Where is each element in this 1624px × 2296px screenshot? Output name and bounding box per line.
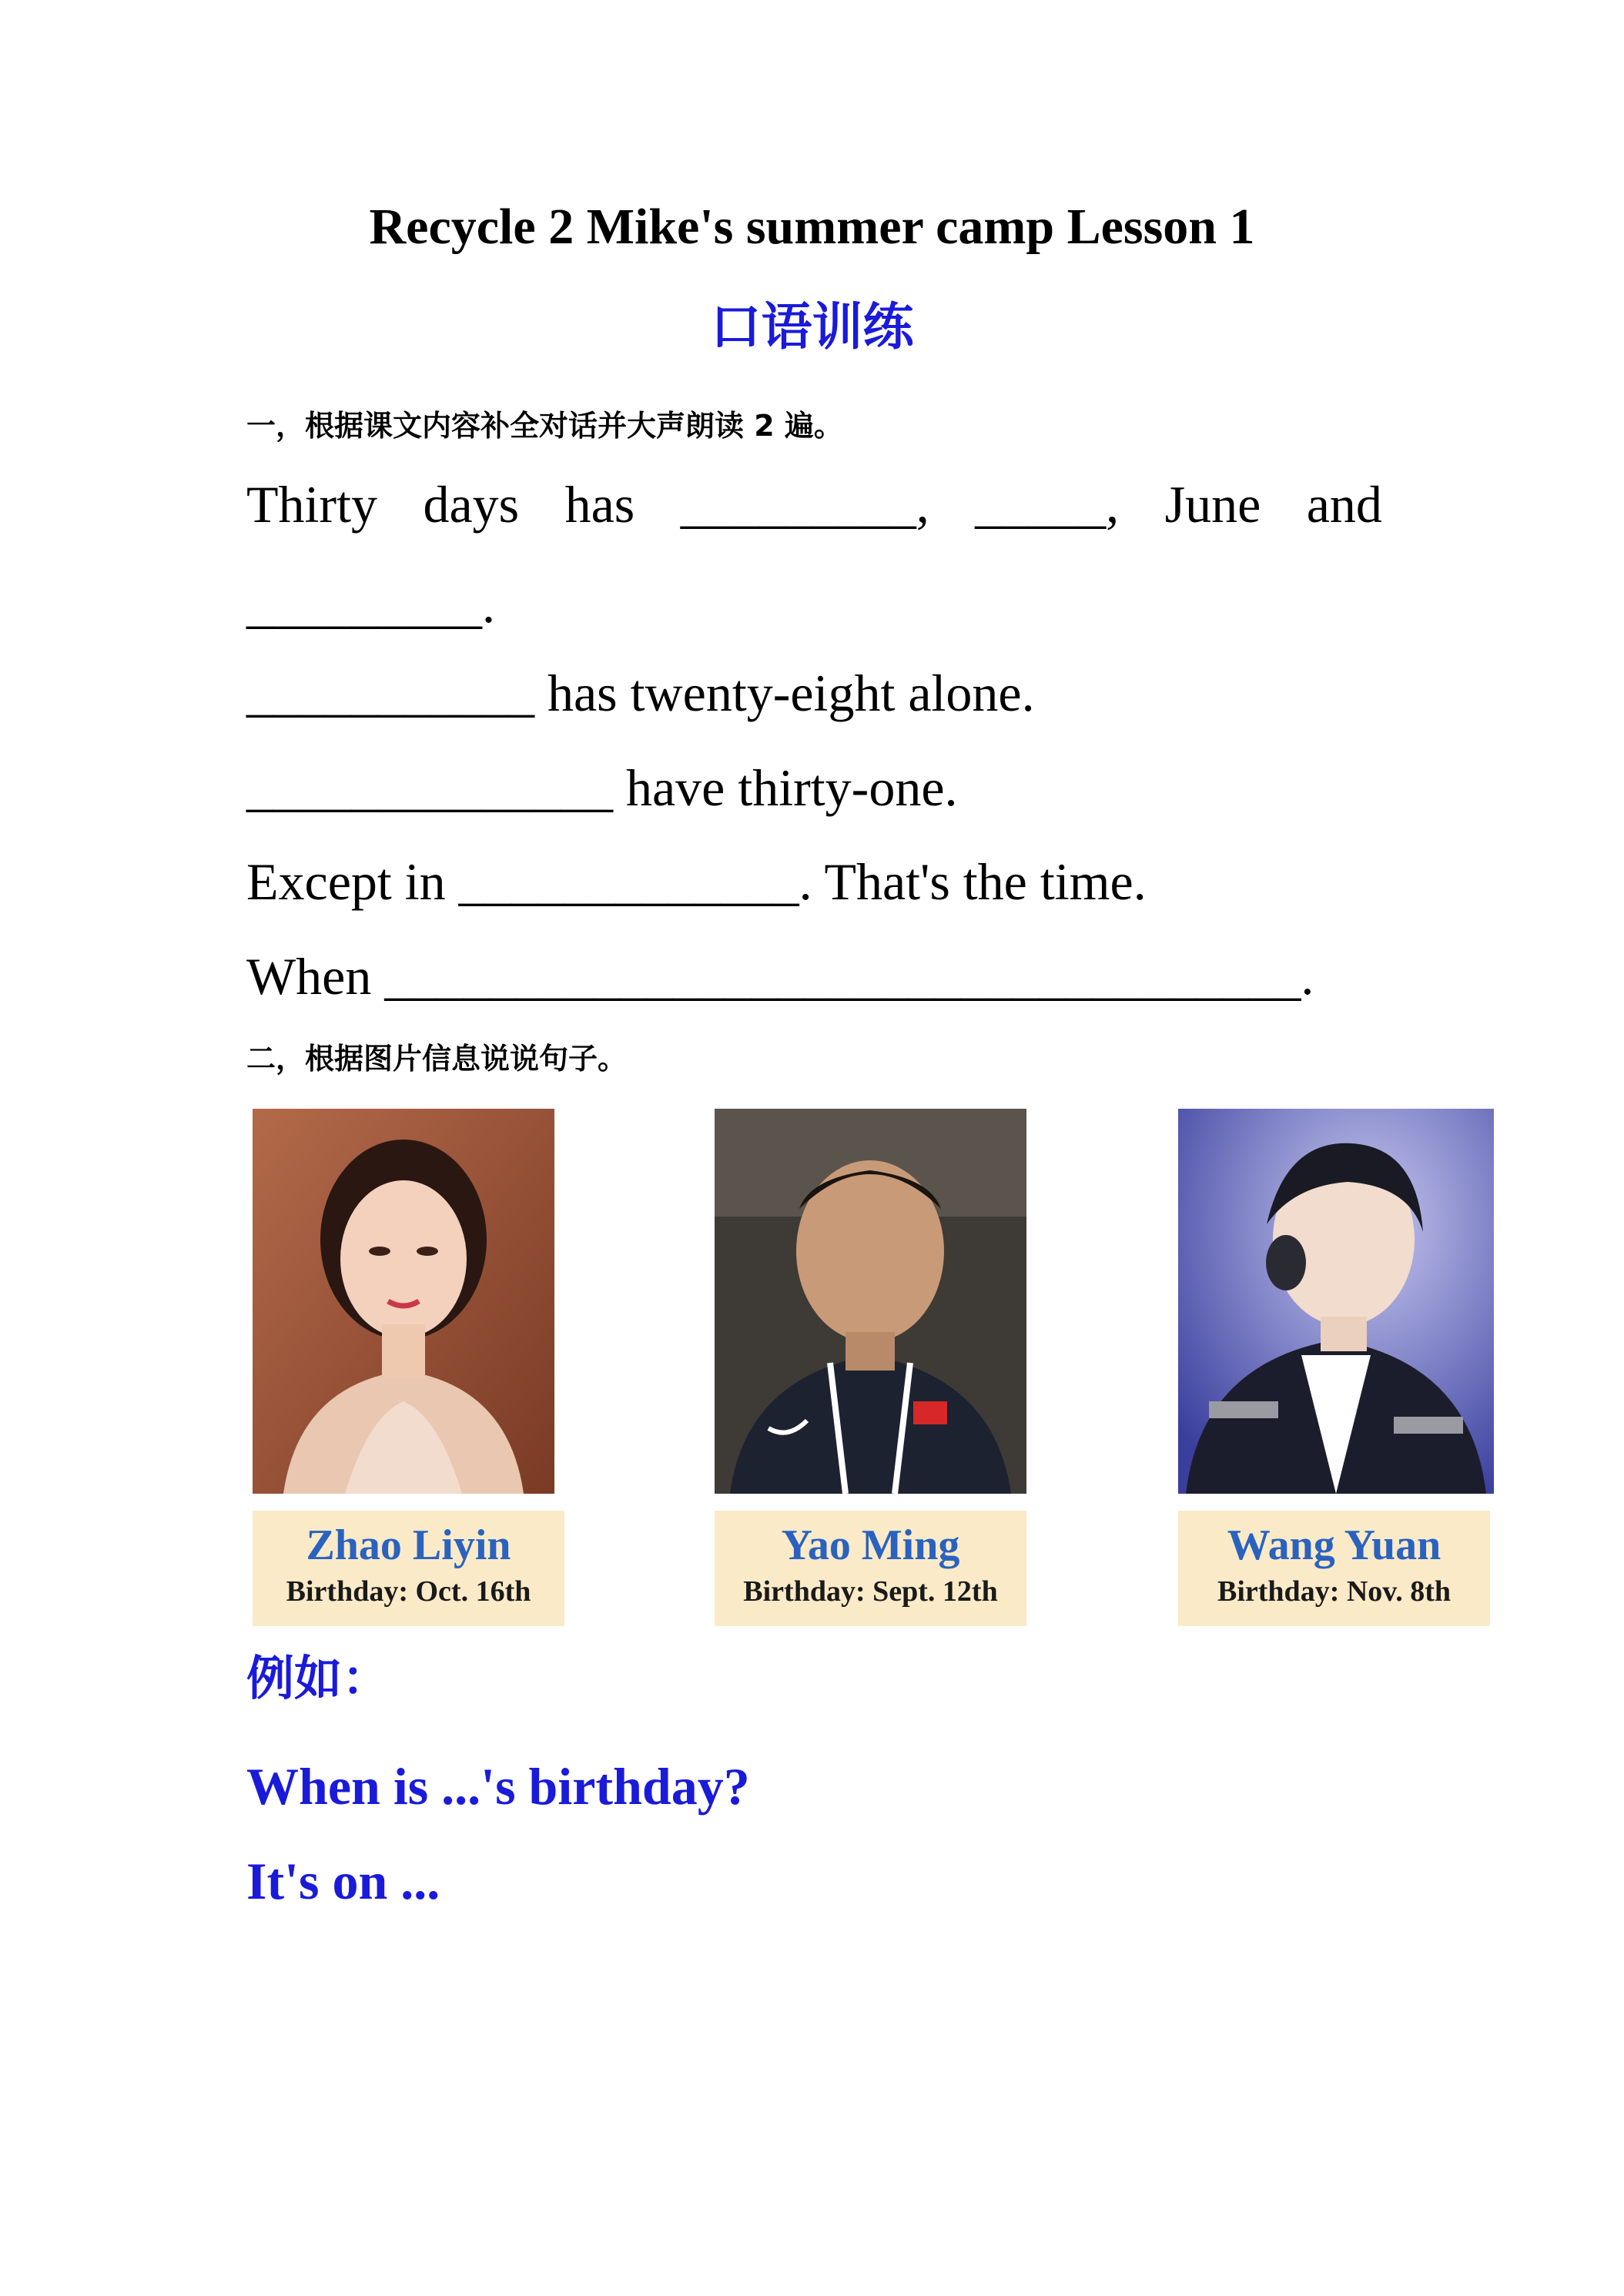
- exercise-line-1-continued: _________.: [246, 575, 495, 634]
- person-photo: [253, 1109, 554, 1494]
- word: has: [564, 475, 635, 534]
- page-subtitle: 口语训练: [710, 297, 914, 356]
- person-name-box: [253, 1511, 564, 1626]
- person-name: Wang Yuan: [1227, 1521, 1442, 1569]
- blank: _________,: [680, 475, 929, 534]
- word: June: [1164, 475, 1261, 534]
- exercise-line-4: Except in _____________. That's the time.: [246, 852, 1147, 911]
- exercise-line-1: [246, 474, 1382, 535]
- section-1-heading: 一，根据课文内容补全对话并大声朗读 2 遍。: [246, 409, 843, 443]
- page-title: Recycle 2 Mike's summer camp Lesson 1: [369, 199, 1255, 255]
- exercise-line-5: When ___________________________________.: [246, 947, 1314, 1006]
- example-label: 例如：: [246, 1650, 390, 1706]
- person-birthday: Birthday: Nov. 8th: [1217, 1575, 1451, 1608]
- word: days: [423, 475, 520, 534]
- example-question: When is ...'s birthday?: [246, 1757, 750, 1816]
- person-name: Zhao Liyin: [306, 1521, 511, 1569]
- person-birthday: Birthday: Oct. 16th: [286, 1575, 531, 1608]
- person-photo: [1178, 1109, 1494, 1494]
- word: Thirty: [246, 475, 377, 534]
- blank: _____,: [975, 475, 1120, 534]
- person-name-box: [1178, 1511, 1490, 1626]
- person-birthday: Birthday: Sept. 12th: [743, 1575, 998, 1608]
- person-name: Yao Ming: [781, 1521, 960, 1569]
- word: and: [1306, 475, 1382, 534]
- example-answer: It's on ...: [246, 1852, 440, 1910]
- exercise-line-3: ______________ have thirty-one.: [246, 758, 958, 817]
- exercise-line-2: ___________ has twenty-eight alone.: [246, 664, 1035, 722]
- person-name-box: [715, 1511, 1026, 1626]
- person-photo: [715, 1109, 1026, 1494]
- section-2-heading: 二，根据图片信息说说句子。: [246, 1042, 628, 1076]
